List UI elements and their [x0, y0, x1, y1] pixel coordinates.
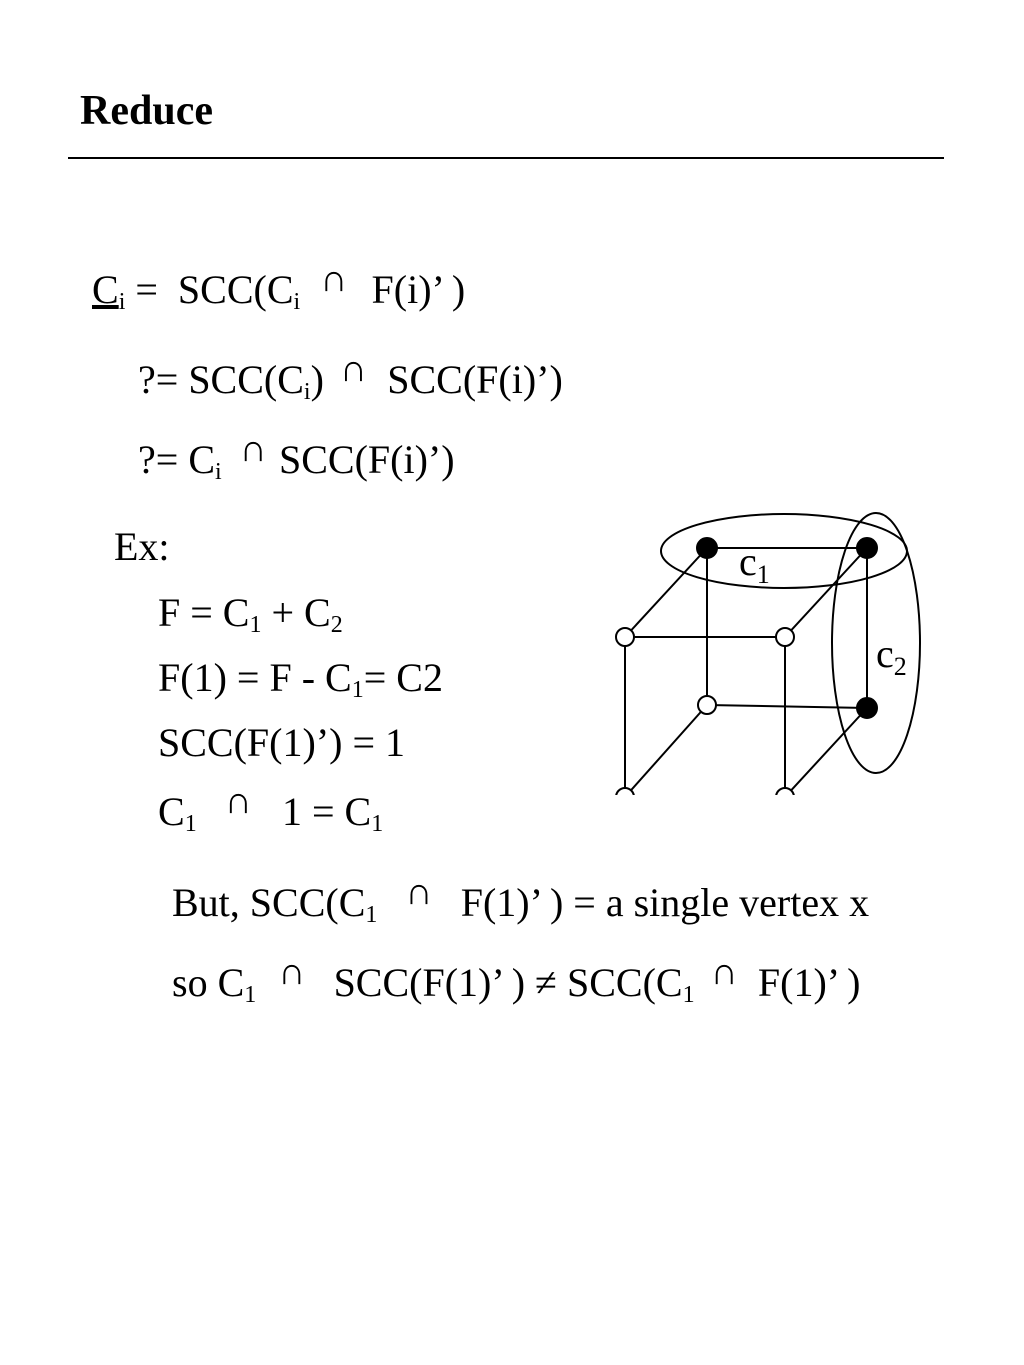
vertex-hollow [616, 628, 634, 646]
intersection-symbol: ∩ [224, 778, 252, 822]
example-line-3: SCC(F(1)’) = 1 [158, 720, 406, 765]
title-divider [68, 157, 944, 159]
cube-edge [707, 705, 867, 708]
vertex-filled [857, 538, 877, 558]
equation-line-2: ?= $SCC(C_i)$ ∩ SCC(F(i)’) [138, 346, 563, 405]
intersection-symbol: ∩ [239, 426, 267, 470]
but-line: But, $SCC(C_1$ ∩ F(1)’ ) = a single vertex x [172, 869, 870, 928]
example-label: Ex: [114, 524, 170, 569]
example-line-2: $F(1) = F - C_1= C2$ [158, 655, 443, 703]
intersection-symbol: ∩ [320, 256, 348, 300]
vertex-filled [697, 538, 717, 558]
intersection-symbol: ∩ [339, 346, 368, 390]
scc-term: SCC(C [177, 267, 294, 312]
intersection-symbol: ∩ [278, 949, 306, 993]
cube-diagram [600, 505, 930, 795]
vertex-hollow [776, 628, 794, 646]
cube-edge [785, 548, 867, 637]
intersection-symbol: ∩ [405, 869, 433, 913]
equation-line-1: $C_i = SCC(C_i$ ∩ F(i)’ ) [92, 256, 466, 315]
cube-edge [625, 705, 707, 795]
so-line: so $C_1$ ∩ SCC(F(1)’ ) ≠ $SCC(C_1$ ∩ F(1)’ ) [172, 949, 861, 1008]
vertex-filled [857, 698, 877, 718]
fi-complement: F(i)’ ) [371, 267, 466, 312]
vertex-hollow [698, 696, 716, 714]
c-i-underlined: $C_i$ [92, 267, 126, 315]
c2-label: $c_2$ [876, 631, 907, 681]
equals: = [135, 267, 158, 312]
c1-label: $c_1$ [739, 539, 770, 589]
intersection-symbol: ∩ [710, 949, 738, 993]
equation-line-3: ?= $C_i$ ∩ SCC(F(i)’) [138, 426, 455, 485]
cube-edge [785, 708, 867, 795]
example-line-4: $C_1$ ∩ $1 = C_1$ [158, 778, 384, 837]
page-title: Reduce [80, 88, 213, 134]
example-line-1: $F = C_1 + C_2$ [158, 590, 343, 638]
